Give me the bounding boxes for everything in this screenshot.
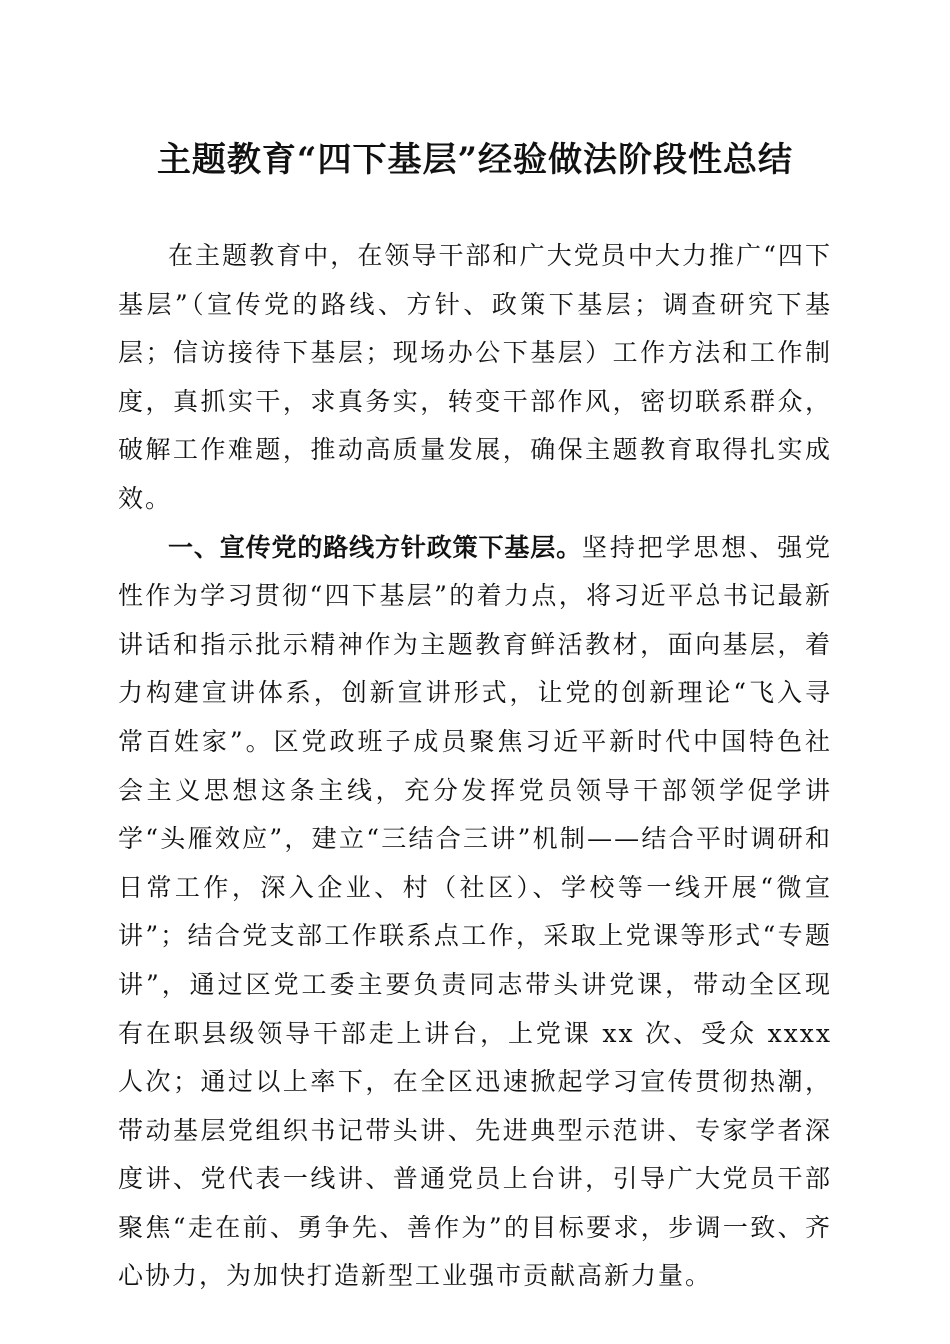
section-1-body: 坚持把学思想、强党性作为学习贯彻“四下基层”的着力点，将习近平总书记最新讲话和指示批示精神作为主题教育鲜活教材，面向基层，着力构建宣讲体系，创新宣讲形式，让党的创新理论“飞入寻常百姓家”。区党政班子成员聚焦习近平新时代中国特色社会主义思想这条主线，充分发挥党员领导干部领学促学讲学“头雁效应”，建立“三结合三讲”机制——结合平时调研和日常工作，深入企业、村（社区）、学校等一线开展“微宣讲”；结合党支部工作联系点工作，采取上党课等形式“专题讲”，通过区党工委主要负责同志带头讲党课，带动全区现有在职县级领导干部走上讲台，上党课 xx 次、受众 xxxx 人次；通过以上率下，在全区迅速掀起学习宣传贯彻热潮，带动基层党组织书记带头讲、先进典型示范讲、专家学者深度讲、党代表一线讲、普通党员上台讲，引导广大党员干部聚焦“走在前、勇争先、善作为”的目标要求，步调一致、齐心协力，为加快打造新型工业强市贡献高新力量。 — [118, 532, 833, 1291]
section-1-heading: 一、宣传党的路线方针政策下基层。 — [168, 532, 582, 562]
section-1-paragraph — [118, 524, 832, 1302]
document-body — [118, 232, 832, 1301]
document-title: 主题教育“四下基层”经验做法阶段性总结 — [156, 140, 794, 180]
intro-paragraph: 在主题教育中，在领导干部和广大党员中大力推广“四下基层”（宣传党的路线、方针、政策下基层；调查研究下基层；信访接待下基层；现场办公下基层）工作方法和工作制度，真抓实干，求真务实，转变干部作风，密切联系群众，破解工作难题，推动高质量发展，确保主题教育取得扎实成效。 — [118, 241, 832, 513]
